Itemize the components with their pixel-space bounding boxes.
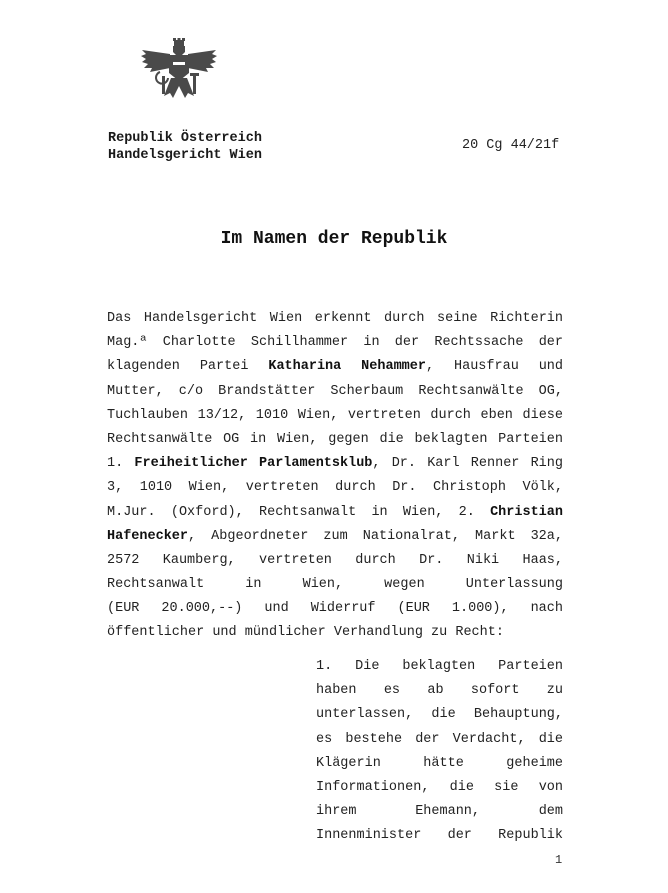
court-name: Handelsgericht Wien xyxy=(108,148,262,163)
text-line xyxy=(107,428,563,452)
party-name: Hafenecker xyxy=(107,528,189,544)
text-line: haben es ab sofort zu xyxy=(316,683,563,699)
text-line xyxy=(107,404,563,428)
text-run: Tuchlauben 13/12, 1010 Wien, vertreten durch eben diese xyxy=(107,407,563,423)
court-header xyxy=(108,130,262,164)
text-line xyxy=(107,621,563,645)
text-run: Mag.ª Charlotte Schillhammer in der Rechtssache der xyxy=(107,335,563,351)
text-line: Innenminister der Republik xyxy=(316,828,563,844)
text-line xyxy=(107,380,563,404)
text-line xyxy=(107,597,563,621)
party-name: Christian xyxy=(490,504,563,520)
text-run: 1. xyxy=(107,456,135,472)
republic-label: Republik Österreich xyxy=(108,131,262,146)
text-line: 1. Die beklagten Parteien xyxy=(316,659,563,674)
text-run: Rechtsanwalt in Wien, wegen Unterlassung xyxy=(107,577,563,593)
text-run: Das Handelsgericht Wien erkennt durch seine Richterin xyxy=(107,311,563,326)
page-number: 1 xyxy=(555,853,563,867)
text-run: Mutter, c/o Brandstätter Scherbaum Rechtsanwälte OG, xyxy=(107,383,563,399)
text-run: öffentlicher und mündlicher Verhandlung zu Recht: xyxy=(107,625,504,641)
text-line xyxy=(107,452,563,476)
text-run: , Dr. Karl Renner Ring xyxy=(372,456,563,472)
text-line xyxy=(107,331,563,355)
case-number: 20 Cg 44/21f xyxy=(462,138,560,153)
text-line: Informationen, die sie von xyxy=(316,779,563,795)
text-line xyxy=(107,573,563,597)
text-run: 2572 Kaumberg, vertreten durch Dr. Niki Haas, xyxy=(107,552,563,568)
text-run: (EUR 20.000,--) und Widerruf (EUR 1.000), nach xyxy=(107,601,563,617)
text-line xyxy=(107,307,563,331)
text-run: , Abgeordneter zum Nationalrat, Markt 32a, xyxy=(188,528,563,544)
document-title: Im Namen der Republik xyxy=(220,229,448,249)
text-run: klagenden Partei xyxy=(107,359,269,375)
text-line: unterlassen, die Behauptung, xyxy=(316,707,563,723)
text-line xyxy=(107,549,563,573)
text-line: es bestehe der Verdacht, die xyxy=(316,731,563,747)
text-line: ihrem Ehemann, dem xyxy=(316,804,563,820)
text-line xyxy=(107,525,563,549)
party-name: Freiheitlicher Parlamentsklub xyxy=(134,456,373,472)
coat-of-arms-eagle-icon xyxy=(140,38,218,100)
text-line xyxy=(107,355,563,379)
text-line: Klägerin hätte geheime xyxy=(316,755,563,771)
party-name: Katharina Nehammer xyxy=(268,359,426,375)
text-run: , Hausfrau und xyxy=(425,359,564,375)
text-line xyxy=(107,476,563,500)
text-run: 3, 1010 Wien, vertreten durch Dr. Christoph Völk, xyxy=(107,480,563,496)
text-run: Rechtsanwälte OG in Wien, gegen die beklagten Parteien xyxy=(107,431,563,447)
ruling-paragraph xyxy=(316,655,563,849)
text-line xyxy=(107,501,563,525)
judgment-intro-paragraph xyxy=(107,307,563,646)
text-run: M.Jur. (Oxford), Rechtsanwalt in Wien, 2. xyxy=(107,504,491,520)
